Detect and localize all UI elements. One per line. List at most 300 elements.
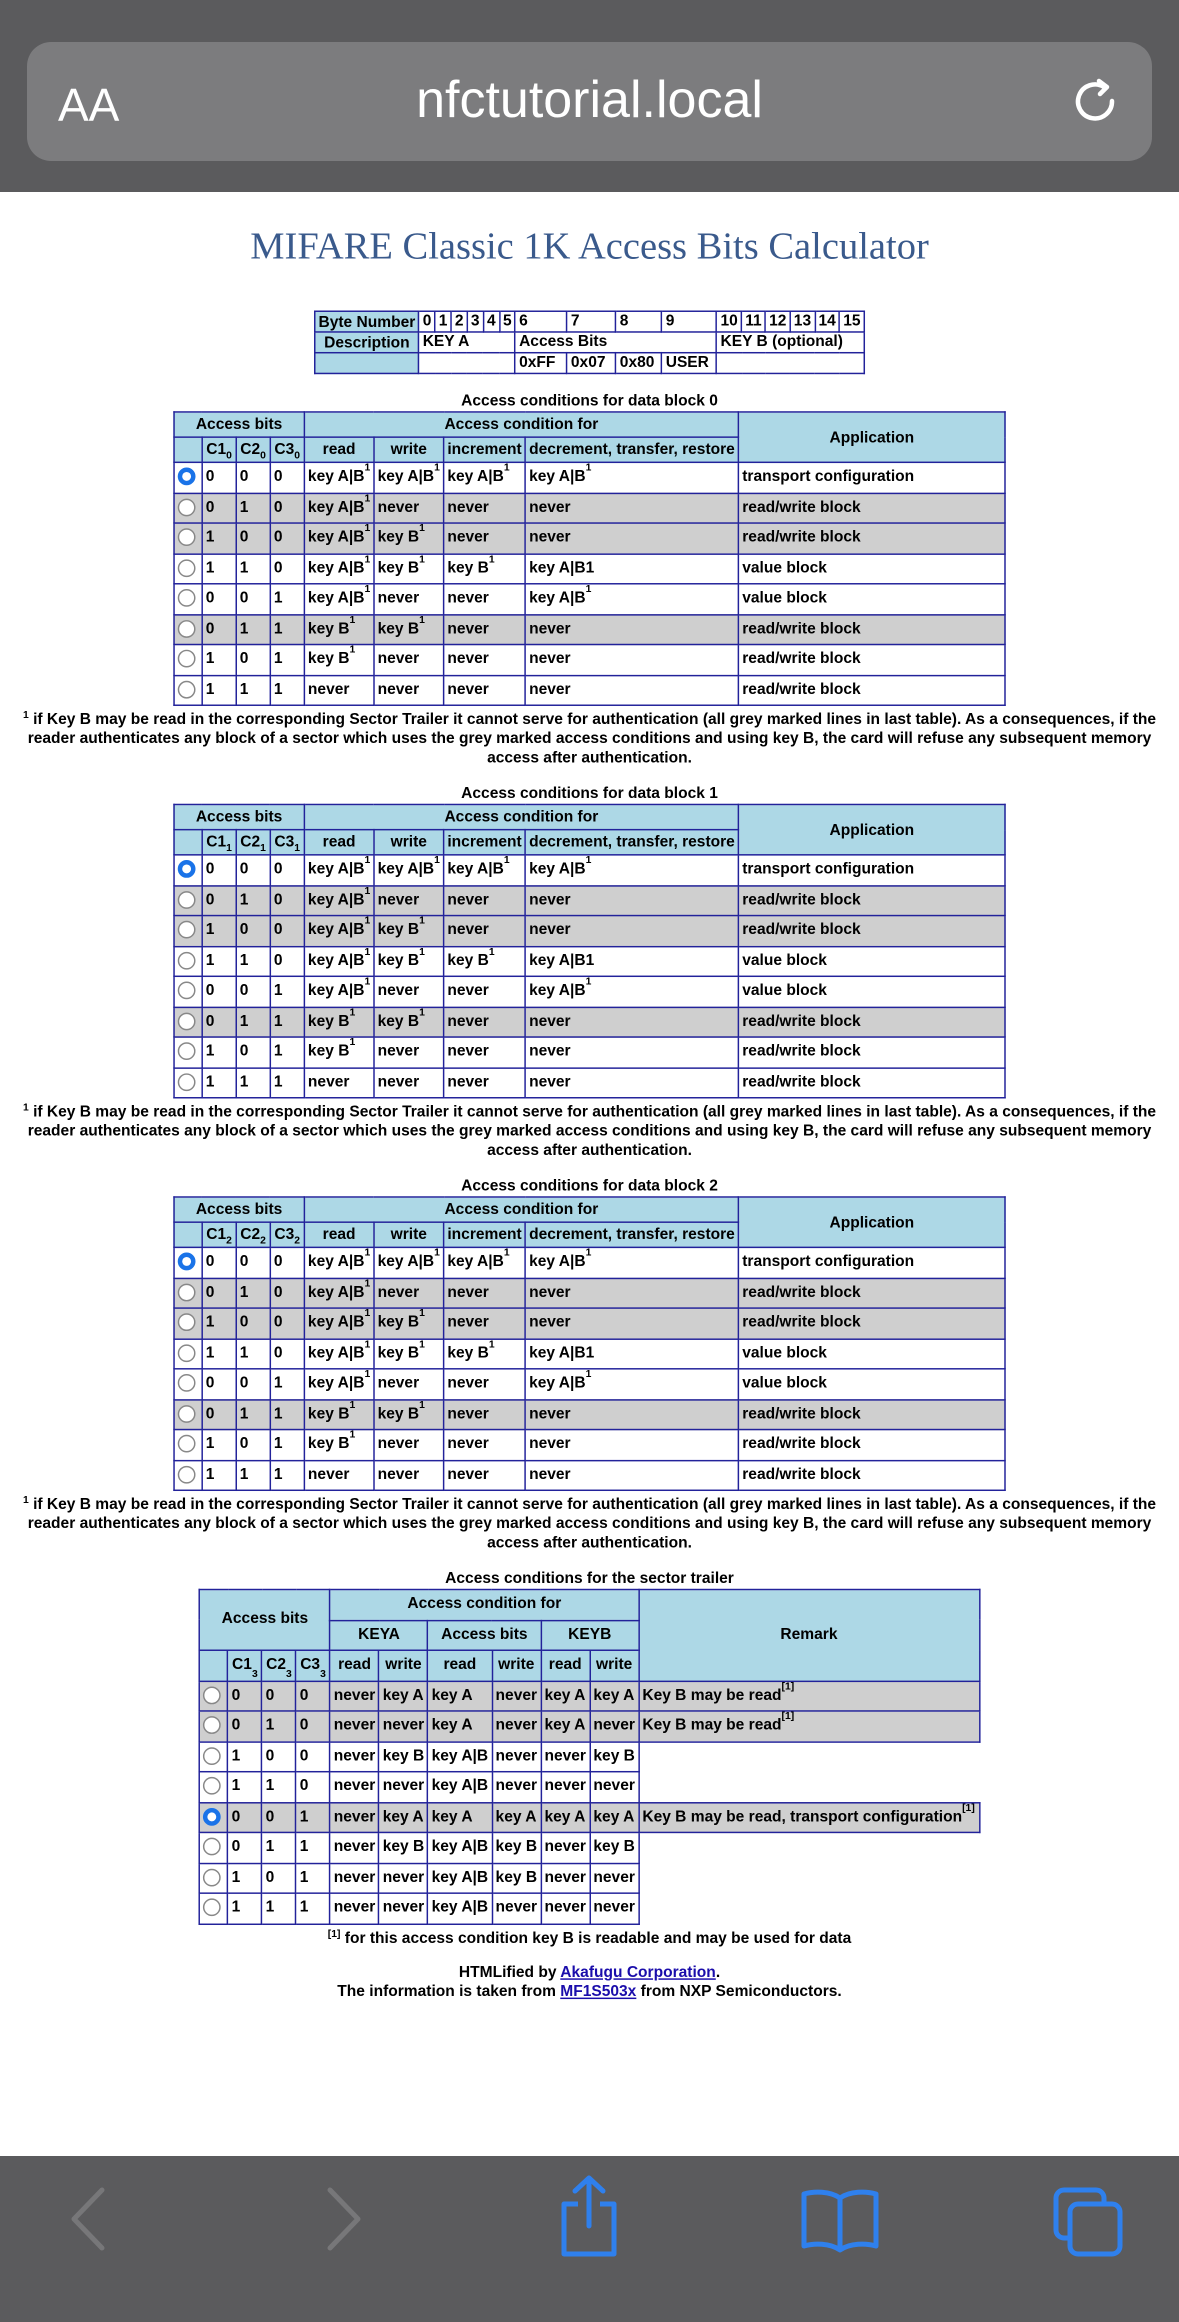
table-row <box>200 1741 980 1771</box>
table-row <box>174 916 1005 946</box>
condition-cell: never <box>541 1863 590 1893</box>
reload-icon[interactable] <box>1068 74 1122 128</box>
operation-header: write <box>374 830 444 855</box>
condition-cell: key B <box>492 1863 541 1893</box>
condition-cell: key A <box>428 1711 492 1741</box>
table-row <box>174 1369 1005 1399</box>
access-radio[interactable] <box>178 1073 196 1091</box>
bit-cell: 0 <box>202 462 236 492</box>
operation-header: read <box>428 1650 492 1680</box>
condition-cell: key $A|B^1$ <box>304 462 374 492</box>
bit-column-header: C30 <box>270 437 304 462</box>
bit-cell: 0 <box>270 855 304 885</box>
operation-header: read <box>330 1650 379 1680</box>
bookmarks-icon[interactable] <box>800 2188 880 2254</box>
bit-cell: 0 <box>270 493 304 523</box>
bit-cell: 1 <box>270 976 304 1006</box>
bit-cell: 1 <box>228 1863 262 1893</box>
condition-cell: key $B^1$ <box>304 1430 374 1460</box>
condition-cell: never <box>444 1067 526 1097</box>
bit-cell: 0 <box>228 1711 262 1741</box>
table-row <box>200 1893 980 1923</box>
value-row-header <box>315 353 419 374</box>
bit-cell: 0 <box>236 976 270 1006</box>
condition-cell: key $A|B^1$ <box>444 855 526 885</box>
bit-cell: 0 <box>270 885 304 915</box>
condition-cell: never <box>330 1772 379 1802</box>
bit-cell: 1 <box>202 1430 236 1460</box>
radio-cell <box>174 1278 202 1308</box>
radio-cell <box>200 1711 228 1741</box>
bit-cell: 0 <box>270 946 304 976</box>
access-radio[interactable] <box>178 860 196 878</box>
table-row <box>174 675 1005 705</box>
condition-cell: never <box>444 584 526 614</box>
datasheet-link[interactable]: MF1S503x <box>560 1982 637 2000</box>
condition-cell: never <box>525 885 738 915</box>
table-row <box>174 614 1005 644</box>
data-block-footnote: $^1$ if Key B may be read in the corresponding Sector Trailer it cannot serve for authentication (all grey marked lines in last table). As a consequences, if the reader authenticates any block of a sector which uses the grey marked access conditions and using key B, the card will refuse any subsequent memory access after authentication. <box>22 1102 1157 1160</box>
data-block-table <box>173 804 1006 1099</box>
operation-header: decrement, transfer, restore <box>525 830 738 855</box>
bit-cell: 0 <box>262 1863 296 1893</box>
bit-cell: 0 <box>236 645 270 675</box>
bit-cell: 0 <box>236 1308 270 1338</box>
access-radio[interactable] <box>178 1374 196 1392</box>
data-block-caption: Access conditions for data block 0 <box>461 391 718 410</box>
application-cell: read/write block <box>739 885 1006 915</box>
radio-cell <box>174 1247 202 1277</box>
condition-cell: never <box>444 614 526 644</box>
condition-cell: key $A|B^1$ <box>525 976 738 1006</box>
condition-cell: never <box>374 584 444 614</box>
bit-cell: 0 <box>202 584 236 614</box>
operation-header: increment <box>444 437 526 462</box>
application-cell: read/write block <box>739 1067 1006 1097</box>
application-header: Application <box>739 804 1006 854</box>
page-title: MIFARE Classic 1K Access Bits Calculator <box>250 224 929 268</box>
condition-cell: never <box>525 1460 738 1490</box>
table-row <box>174 855 1005 885</box>
condition-cell: never <box>330 1711 379 1741</box>
tabs-icon[interactable] <box>1052 2186 1124 2258</box>
condition-cell: key $A|B^1$ <box>374 462 444 492</box>
bit-cell: 0 <box>262 1741 296 1771</box>
condition-cell: key A <box>541 1711 590 1741</box>
bit-cell: 1 <box>202 916 236 946</box>
bit-cell: 0 <box>236 916 270 946</box>
application-header: Application <box>739 412 1006 462</box>
access-radio[interactable] <box>178 1465 196 1483</box>
access-radio[interactable] <box>178 529 196 547</box>
bit-cell: 1 <box>270 614 304 644</box>
access-radio[interactable] <box>178 891 196 909</box>
access-radio[interactable] <box>203 1808 221 1826</box>
condition-cell: key $B^1$ <box>374 1007 444 1037</box>
condition-cell: never <box>492 1772 541 1802</box>
condition-cell: never <box>492 1681 541 1711</box>
radio-cell <box>174 885 202 915</box>
condition-cell: never <box>374 675 444 705</box>
trailer-footnote: [1] for this access condition key B is readable and may be used for data <box>327 1928 852 1947</box>
condition-cell: never <box>304 675 374 705</box>
condition-cell: never <box>590 1711 639 1741</box>
radio-cell <box>174 946 202 976</box>
table-row <box>174 1278 1005 1308</box>
condition-cell: never <box>330 1832 379 1862</box>
access-radio[interactable] <box>203 1899 221 1917</box>
access-radio[interactable] <box>178 951 196 969</box>
operation-header: write <box>590 1650 639 1680</box>
table-row <box>174 1460 1005 1490</box>
bit-cell: 0 <box>270 1247 304 1277</box>
bit-cell: 0 <box>228 1681 262 1711</box>
access-radio[interactable] <box>178 1314 196 1332</box>
radio-cell <box>200 1772 228 1802</box>
access-radio[interactable] <box>178 982 196 1000</box>
condition-cell: never <box>525 493 738 523</box>
radio-cell <box>174 645 202 675</box>
access-radio[interactable] <box>178 498 196 516</box>
condition-cell: key $B^1$ <box>374 1338 444 1368</box>
credit-line-2: The information is taken from MF1S503x from NXP Semiconductors. <box>337 1982 842 2000</box>
condition-cell: never <box>444 885 526 915</box>
condition-cell: key $A|B^1$ <box>374 855 444 885</box>
condition-cell: key A <box>590 1681 639 1711</box>
bit-cell: 0 <box>236 523 270 553</box>
bit-cell: 0 <box>228 1802 262 1832</box>
bit-cell: 1 <box>262 1711 296 1741</box>
condition-cell: key $A|B^1$ <box>304 976 374 1006</box>
table-row <box>174 1338 1005 1368</box>
bit-cell: 0 <box>236 1369 270 1399</box>
radio-cell <box>174 1007 202 1037</box>
application-cell: read/write block <box>739 1430 1006 1460</box>
bit-cell: 0 <box>270 523 304 553</box>
condition-cell: key $A|B^1$ <box>304 1308 374 1338</box>
condition-cell: key A|B <box>428 1863 492 1893</box>
key-a-cell: KEY A <box>419 332 515 353</box>
bit-cell: 1 <box>262 1893 296 1923</box>
bit-cell: 0 <box>202 855 236 885</box>
bit-cell: 1 <box>236 614 270 644</box>
data-block-footnote: $^1$ if Key B may be read in the corresponding Sector Trailer it cannot serve for authentication (all grey marked lines in last table). As a consequences, if the reader authenticates any block of a sector which uses the grey marked access conditions and using key B, the card will refuse any subsequent memory access after authentication. <box>22 1495 1157 1552</box>
remark-cell <box>639 1741 980 1771</box>
bit-cell: 1 <box>270 1399 304 1429</box>
condition-cell: never <box>444 976 526 1006</box>
radio-cell <box>174 553 202 583</box>
radio-cell <box>174 1308 202 1338</box>
application-cell: transport configuration <box>739 1247 1006 1277</box>
condition-cell: never <box>525 1399 738 1429</box>
condition-cell: key $A|B^1$ <box>444 462 526 492</box>
bit-cell: 1 <box>202 553 236 583</box>
condition-cell: never <box>374 493 444 523</box>
application-cell: value block <box>739 553 1006 583</box>
access-radio[interactable] <box>203 1686 221 1704</box>
remark-cell <box>639 1832 980 1862</box>
access-radio[interactable] <box>178 559 196 577</box>
radio-cell <box>174 1037 202 1067</box>
radio-cell <box>174 855 202 885</box>
bit-cell: 0 <box>270 553 304 583</box>
condition-cell: never <box>590 1893 639 1923</box>
bit-cell: 0 <box>270 1308 304 1338</box>
bit-cell: 0 <box>270 462 304 492</box>
browser-bottom-toolbar <box>0 2156 1179 2322</box>
remark-cell <box>639 1893 980 1923</box>
table-row <box>174 1037 1005 1067</box>
credit-line-1: HTMLified by Akafugu Corporation. <box>458 1962 721 1981</box>
table-row <box>200 1832 980 1862</box>
access-radio[interactable] <box>203 1868 221 1886</box>
bit-column-header: C32 <box>270 1222 304 1247</box>
radio-cell <box>174 462 202 492</box>
table-row <box>174 645 1005 675</box>
condition-cell: never <box>374 1067 444 1097</box>
condition-cell: never <box>379 1711 428 1741</box>
bit-cell: 0 <box>296 1772 330 1802</box>
access-radio[interactable] <box>203 1777 221 1795</box>
condition-cell: key $A|B^1$ <box>374 1247 444 1277</box>
condition-cell: key $B^1$ <box>304 1399 374 1429</box>
application-cell: transport configuration <box>739 462 1006 492</box>
operation-header: read <box>304 437 374 462</box>
condition-cell: key $B^1$ <box>304 614 374 644</box>
bit-cell: 1 <box>202 1460 236 1490</box>
byte-cell: 1 <box>435 311 451 332</box>
condition-cell: key $B^1$ <box>304 1037 374 1067</box>
access-radio[interactable] <box>178 468 196 486</box>
table-row <box>174 976 1005 1006</box>
bit-cell: 1 <box>262 1772 296 1802</box>
condition-cell: key A <box>379 1802 428 1832</box>
condition-cell: key A <box>492 1802 541 1832</box>
condition-cell: never <box>330 1802 379 1832</box>
condition-cell: key A|B <box>428 1741 492 1771</box>
description-header: Description <box>315 332 419 353</box>
byte-cell: 4 <box>483 311 499 332</box>
bit-cell: 1 <box>270 1007 304 1037</box>
condition-cell: never <box>374 645 444 675</box>
operation-header: decrement, transfer, restore <box>525 1222 738 1247</box>
access-radio[interactable] <box>178 620 196 638</box>
back-icon[interactable] <box>64 2184 114 2254</box>
application-cell: transport configuration <box>739 855 1006 885</box>
access-radio[interactable] <box>178 1253 196 1271</box>
condition-cell: never <box>374 1430 444 1460</box>
condition-cell: key $A|B^1$ <box>304 946 374 976</box>
condition-cell: never <box>379 1772 428 1802</box>
bit-cell: 0 <box>202 976 236 1006</box>
condition-cell: never <box>444 1007 526 1037</box>
access-radio[interactable] <box>178 1043 196 1061</box>
application-cell: value block <box>739 584 1006 614</box>
condition-cell: never <box>304 1067 374 1097</box>
bit-cell: 1 <box>296 1893 330 1923</box>
condition-cell: never <box>444 916 526 946</box>
bit-cell: 0 <box>202 885 236 915</box>
bit-cell: 0 <box>202 493 236 523</box>
bit-cell: 0 <box>270 1278 304 1308</box>
table-row <box>174 1399 1005 1429</box>
radio-cell <box>200 1681 228 1711</box>
application-cell: read/write block <box>739 916 1006 946</box>
access-condition-header: Access condition for <box>304 804 738 829</box>
condition-cell: never <box>374 976 444 1006</box>
condition-cell: never <box>374 1460 444 1490</box>
bit-cell: 1 <box>228 1772 262 1802</box>
bit-cell: 0 <box>296 1741 330 1771</box>
group-header: Access bits <box>428 1620 541 1650</box>
condition-cell: never <box>330 1681 379 1711</box>
table-row <box>200 1802 980 1832</box>
bit-cell: 1 <box>270 1460 304 1490</box>
byte-cell: 12 <box>765 311 790 332</box>
condition-cell: key $B^1$ <box>374 614 444 644</box>
condition-cell: never <box>444 645 526 675</box>
operation-header: write <box>379 1650 428 1680</box>
access-radio[interactable] <box>203 1747 221 1765</box>
key-b-value <box>717 353 864 374</box>
bit-cell: 1 <box>270 675 304 705</box>
application-cell: value block <box>739 1338 1006 1368</box>
access-radio[interactable] <box>178 1344 196 1362</box>
condition-cell: never <box>525 523 738 553</box>
key-a-value <box>419 353 515 374</box>
bit-cell: 0 <box>236 855 270 885</box>
table-row <box>200 1772 980 1802</box>
access-radio[interactable] <box>178 921 196 939</box>
radio-cell <box>200 1741 228 1771</box>
condition-cell: key A <box>541 1681 590 1711</box>
bit-cell: 0 <box>296 1711 330 1741</box>
condition-cell: never <box>525 1037 738 1067</box>
bit-cell: 1 <box>296 1832 330 1862</box>
access-radio[interactable] <box>178 1405 196 1423</box>
forward-icon[interactable] <box>318 2184 368 2254</box>
group-header: KEYB <box>541 1620 639 1650</box>
access-radio[interactable] <box>178 1435 196 1453</box>
akafugu-link[interactable]: Akafugu Corporation <box>560 1962 716 1981</box>
bit-cell: 0 <box>202 1369 236 1399</box>
byte-cell: 6 <box>515 311 567 332</box>
radio-cell <box>174 1338 202 1368</box>
condition-cell: key $B^1$ <box>374 946 444 976</box>
access-radio[interactable] <box>178 680 196 698</box>
bit-cell: 1 <box>236 675 270 705</box>
byte-cell: 8 <box>616 311 662 332</box>
browser-top-bar <box>0 0 1179 192</box>
table-row <box>174 1308 1005 1338</box>
condition-cell: key B <box>590 1832 639 1862</box>
bit-cell: 0 <box>228 1832 262 1862</box>
operation-header: read <box>304 1222 374 1247</box>
radio-cell <box>174 916 202 946</box>
access-radio[interactable] <box>178 1283 196 1301</box>
access-radio[interactable] <box>203 1838 221 1856</box>
condition-cell: key A|B <box>428 1893 492 1923</box>
remark-cell <box>639 1772 980 1802</box>
condition-cell: never <box>304 1460 374 1490</box>
share-icon[interactable] <box>556 2174 622 2260</box>
access-byte-7: 0x07 <box>567 353 616 374</box>
data-block-caption: Access conditions for data block 2 <box>461 1176 718 1195</box>
application-cell: read/write block <box>739 493 1006 523</box>
condition-cell: never <box>444 1308 526 1338</box>
condition-cell: key $A|B^1$ <box>304 1247 374 1277</box>
condition-cell: key $B^1$ <box>444 1338 526 1368</box>
access-condition-header: Access condition for <box>304 1197 738 1222</box>
bit-cell: 1 <box>202 1037 236 1067</box>
bit-cell: 1 <box>236 885 270 915</box>
access-radio[interactable] <box>178 1012 196 1030</box>
bit-cell: 0 <box>202 1399 236 1429</box>
operation-header: read <box>304 830 374 855</box>
table-row <box>174 493 1005 523</box>
radio-cell <box>174 675 202 705</box>
condition-cell: key A|B <box>428 1832 492 1862</box>
bit-cell: 1 <box>202 645 236 675</box>
url-text[interactable]: nfctutorial.local <box>416 71 763 129</box>
condition-cell: key $A|B^1$ <box>304 916 374 946</box>
radio-cell <box>200 1863 228 1893</box>
radio-cell <box>174 1067 202 1097</box>
condition-cell: key B <box>379 1832 428 1862</box>
condition-cell: key $B^1$ <box>374 1308 444 1338</box>
access-radio[interactable] <box>178 589 196 607</box>
bit-column-header: C21 <box>236 830 270 855</box>
condition-cell: never <box>444 1278 526 1308</box>
table-row <box>174 584 1005 614</box>
bit-cell: 1 <box>270 1430 304 1460</box>
bit-cell: 0 <box>202 1278 236 1308</box>
condition-cell: key A|B1 <box>525 553 738 583</box>
data-block-footnote: $^1$ if Key B may be read in the corresponding Sector Trailer it cannot serve for authentication (all grey marked lines in last table). As a consequences, if the reader authenticates any block of a sector which uses the grey marked access conditions and using key B, the card will refuse any subsequent memory access after authentication. <box>22 710 1157 767</box>
condition-cell: never <box>379 1893 428 1923</box>
condition-cell: never <box>492 1741 541 1771</box>
bit-cell: 0 <box>202 614 236 644</box>
access-radio[interactable] <box>178 650 196 668</box>
trailer-caption: Access conditions for the sector trailer <box>445 1569 734 1588</box>
application-header: Application <box>739 1197 1006 1247</box>
condition-cell: never <box>330 1863 379 1893</box>
condition-cell: key $A|B^1$ <box>304 855 374 885</box>
access-radio[interactable] <box>203 1716 221 1734</box>
application-cell: read/write block <box>739 1460 1006 1490</box>
bit-cell: 1 <box>270 645 304 675</box>
page-content <box>0 192 1179 2156</box>
byte-number-header: Byte Number <box>315 311 419 332</box>
byte-layout-table <box>314 310 865 374</box>
table-row <box>174 462 1005 492</box>
byte-cell: 11 <box>742 311 766 332</box>
radio-column-header <box>174 1222 202 1247</box>
bit-cell: 0 <box>236 462 270 492</box>
condition-cell: key $A|B^1$ <box>304 584 374 614</box>
condition-cell: never <box>541 1741 590 1771</box>
condition-cell: key $B^1$ <box>304 1007 374 1037</box>
condition-cell: never <box>525 614 738 644</box>
table-row <box>174 1247 1005 1277</box>
table-row <box>174 1007 1005 1037</box>
bit-cell: 1 <box>236 1460 270 1490</box>
bit-cell: 1 <box>202 1308 236 1338</box>
bit-cell: 1 <box>236 1007 270 1037</box>
access-byte-9: USER <box>662 353 717 374</box>
condition-cell: key A <box>379 1681 428 1711</box>
byte-cell: 9 <box>662 311 717 332</box>
